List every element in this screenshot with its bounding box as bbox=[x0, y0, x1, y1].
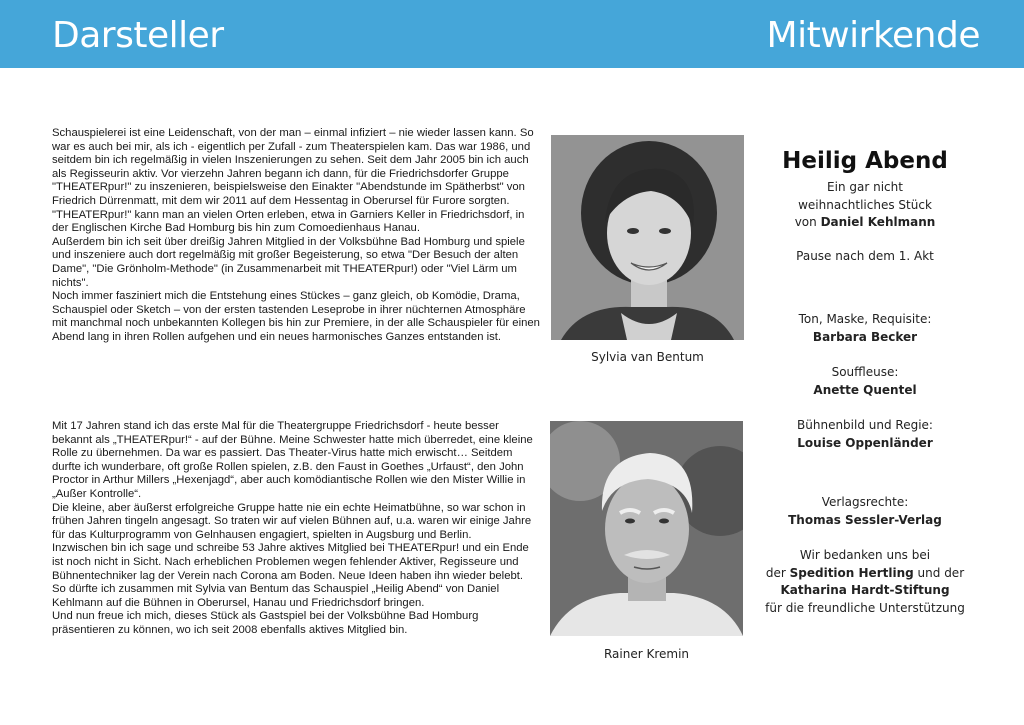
credit-role: Souffleuse: bbox=[831, 365, 899, 379]
bio-rainer-kremin bbox=[52, 420, 542, 638]
bio-paragraph: Inzwischen bin ich sage und schreibe 53 Jahre aktives Mitglied bei THEATERpur! und ein Ende ist noch nicht in Sicht. Nach erheblichen Problemen wegen fehlender Aktiver, Regisseure und Bühnentechniker lag der Verein nach Corona am Boden. Neue Ideen haben ihn wieder belebt. bbox=[52, 542, 529, 582]
sponsor-name: Spedition Hertling bbox=[789, 565, 914, 580]
bio-paragraph: Außerdem bin ich seit über dreißig Jahren Mitglied in der Volksbühne Bad Homburg und spiele und inszeniere auch dort regelmäßig mit großer Begeisterung, so etwa "Der Besuch der alten Dame", "Die Grönholm-Methode" (in Zusammenarbeit mit THEATERpur!) oder "Viel Lärm um nichts". bbox=[52, 235, 525, 289]
credit-name: Thomas Sessler-Verlag bbox=[788, 512, 942, 527]
credits-column bbox=[760, 145, 970, 617]
bio-paragraph: Schauspielerei ist eine Leidenschaft, von der man – einmal infiziert – nie wieder lassen kann. So war es auch bei mir, als ich - eigentlich per Zufall - zum Theaterspielen kam. Das war 1986, und seitdem bin ich regelmäßig in vielen Inszenierungen zu sehen. Seit dem Jahr 2005 bin ich auch als Regisseurin aktiv. Vor vierzehn Jahren begann ich dann, für die Friedrichsdorfer Gruppe "THEATERpur!" zu inszenieren, beispielsweise den Einakter "Abendstunde im Spätherbst" von Friedrich Dürrenmatt, mit dem wir 2011 auf dem Hessentag in Oberursel für Furore sorgten. "THEATERpur!" kann man an vielen Orten erleben, etwa in Garniers Keller in Friedrichsdorf, in der Englischen Kirche Bad Homburg bis hin zum Comoedienhaus Hanau. bbox=[52, 127, 534, 235]
bio-paragraph: Und nun freue ich mich, dieses Stück als Gastspiel bei der Volksbühne Bad Homburg präsentieren zu können, wo ich seit 2008 ebenfalls aktives Mitglied bin. bbox=[52, 610, 479, 636]
thanks-text: der bbox=[765, 565, 786, 580]
photo-caption-sylvia: Sylvia van Bentum bbox=[591, 350, 704, 364]
thanks-line: für die freundliche Unterstützung bbox=[765, 600, 965, 615]
play-author-line bbox=[760, 214, 970, 232]
thanks-text: und der bbox=[917, 565, 965, 580]
pause-note: Pause nach dem 1. Akt bbox=[796, 248, 934, 263]
author-prefix: von bbox=[794, 215, 817, 229]
header-banner bbox=[0, 0, 1024, 68]
credit-role: Bühnenbild und Regie: bbox=[797, 418, 933, 432]
credit-name: Anette Quentel bbox=[813, 382, 917, 397]
play-subtitle-line: Ein gar nicht bbox=[827, 180, 903, 194]
photo-caption-rainer: Rainer Kremin bbox=[603, 647, 690, 661]
bio-paragraph: Mit 17 Jahren stand ich das erste Mal für die Theatergruppe Friedrichsdorf - heute besser bekannt als „THEATERpur!“ - auf der Bühne. Meine Schwester hatte mich überredet, eine kleine Rolle zu übernehmen. Da war es passiert. Das Theater-Virus hatte mich erwischt… Seitdem durfte ich wunderbare, oft große Rollen spielen, z.B. den Faust in Goethes „Urfaust“, den John Proctor in Arthur Millers „Hexenjagd“, aber auch komödiantische Rollen wie den Mister Willie in „Außer Kontrolle“. bbox=[52, 420, 533, 500]
thanks-sponsors-line bbox=[760, 565, 970, 583]
portrait-photo-sylvia bbox=[551, 135, 744, 340]
bio-paragraph: Die kleine, aber äußerst erfolgreiche Gruppe hatte nie ein echte Heimatbühne, so war schon in frühen Jahren tingeln angesagt. So traten wir auf vielen Bühnen auf, u.a. waren wir einige Jahre für das Kulturprogramm von Gelnhausen engagiert, spielten in Augsburg und Berlin. bbox=[52, 501, 532, 541]
header-title-mitwirkende: Mitwirkende bbox=[766, 15, 980, 56]
bio-sylvia-van-bentum bbox=[52, 127, 542, 345]
bio-paragraph: Noch immer fasziniert mich die Entstehung eines Stückes – ganz gleich, ob Komödie, Drama, Schauspiel oder Sketch – von der ersten tastenden Leseprobe in ihrer nüchternen Atmosphäre mit manchmal noch unbekannten Kollegen bis hin zur Premiere, in der alle Schauspieler für einen Abend lang in ihren Rollen aufgehen und ein neues harmonisches Ganzes entstanden ist. bbox=[52, 290, 540, 343]
header-title-darsteller: Darsteller bbox=[52, 15, 224, 56]
credit-role: Ton, Maske, Requisite: bbox=[798, 312, 932, 326]
credit-name: Louise Oppenländer bbox=[797, 435, 933, 450]
play-title: Heilig Abend bbox=[782, 148, 948, 174]
credit-role: Verlagsrechte: bbox=[821, 495, 909, 509]
portrait-photo-rainer bbox=[550, 421, 743, 636]
author-name: Daniel Kehlmann bbox=[820, 215, 936, 229]
bio-paragraph: So dürfte ich zusammen mit Sylvia van Bentum das Schauspiel „Heilig Abend“ von Daniel Kehlmann auf die Bühnen in Oberursel, Hanau und Friedrichsdorf bringen. bbox=[52, 583, 500, 609]
thanks-line: Wir bedanken uns bei bbox=[799, 548, 931, 562]
credit-name: Barbara Becker bbox=[812, 329, 918, 344]
sponsor-name: Katharina Hardt-Stiftung bbox=[780, 583, 950, 597]
play-subtitle-line: weihnachtliches Stück bbox=[798, 197, 932, 212]
